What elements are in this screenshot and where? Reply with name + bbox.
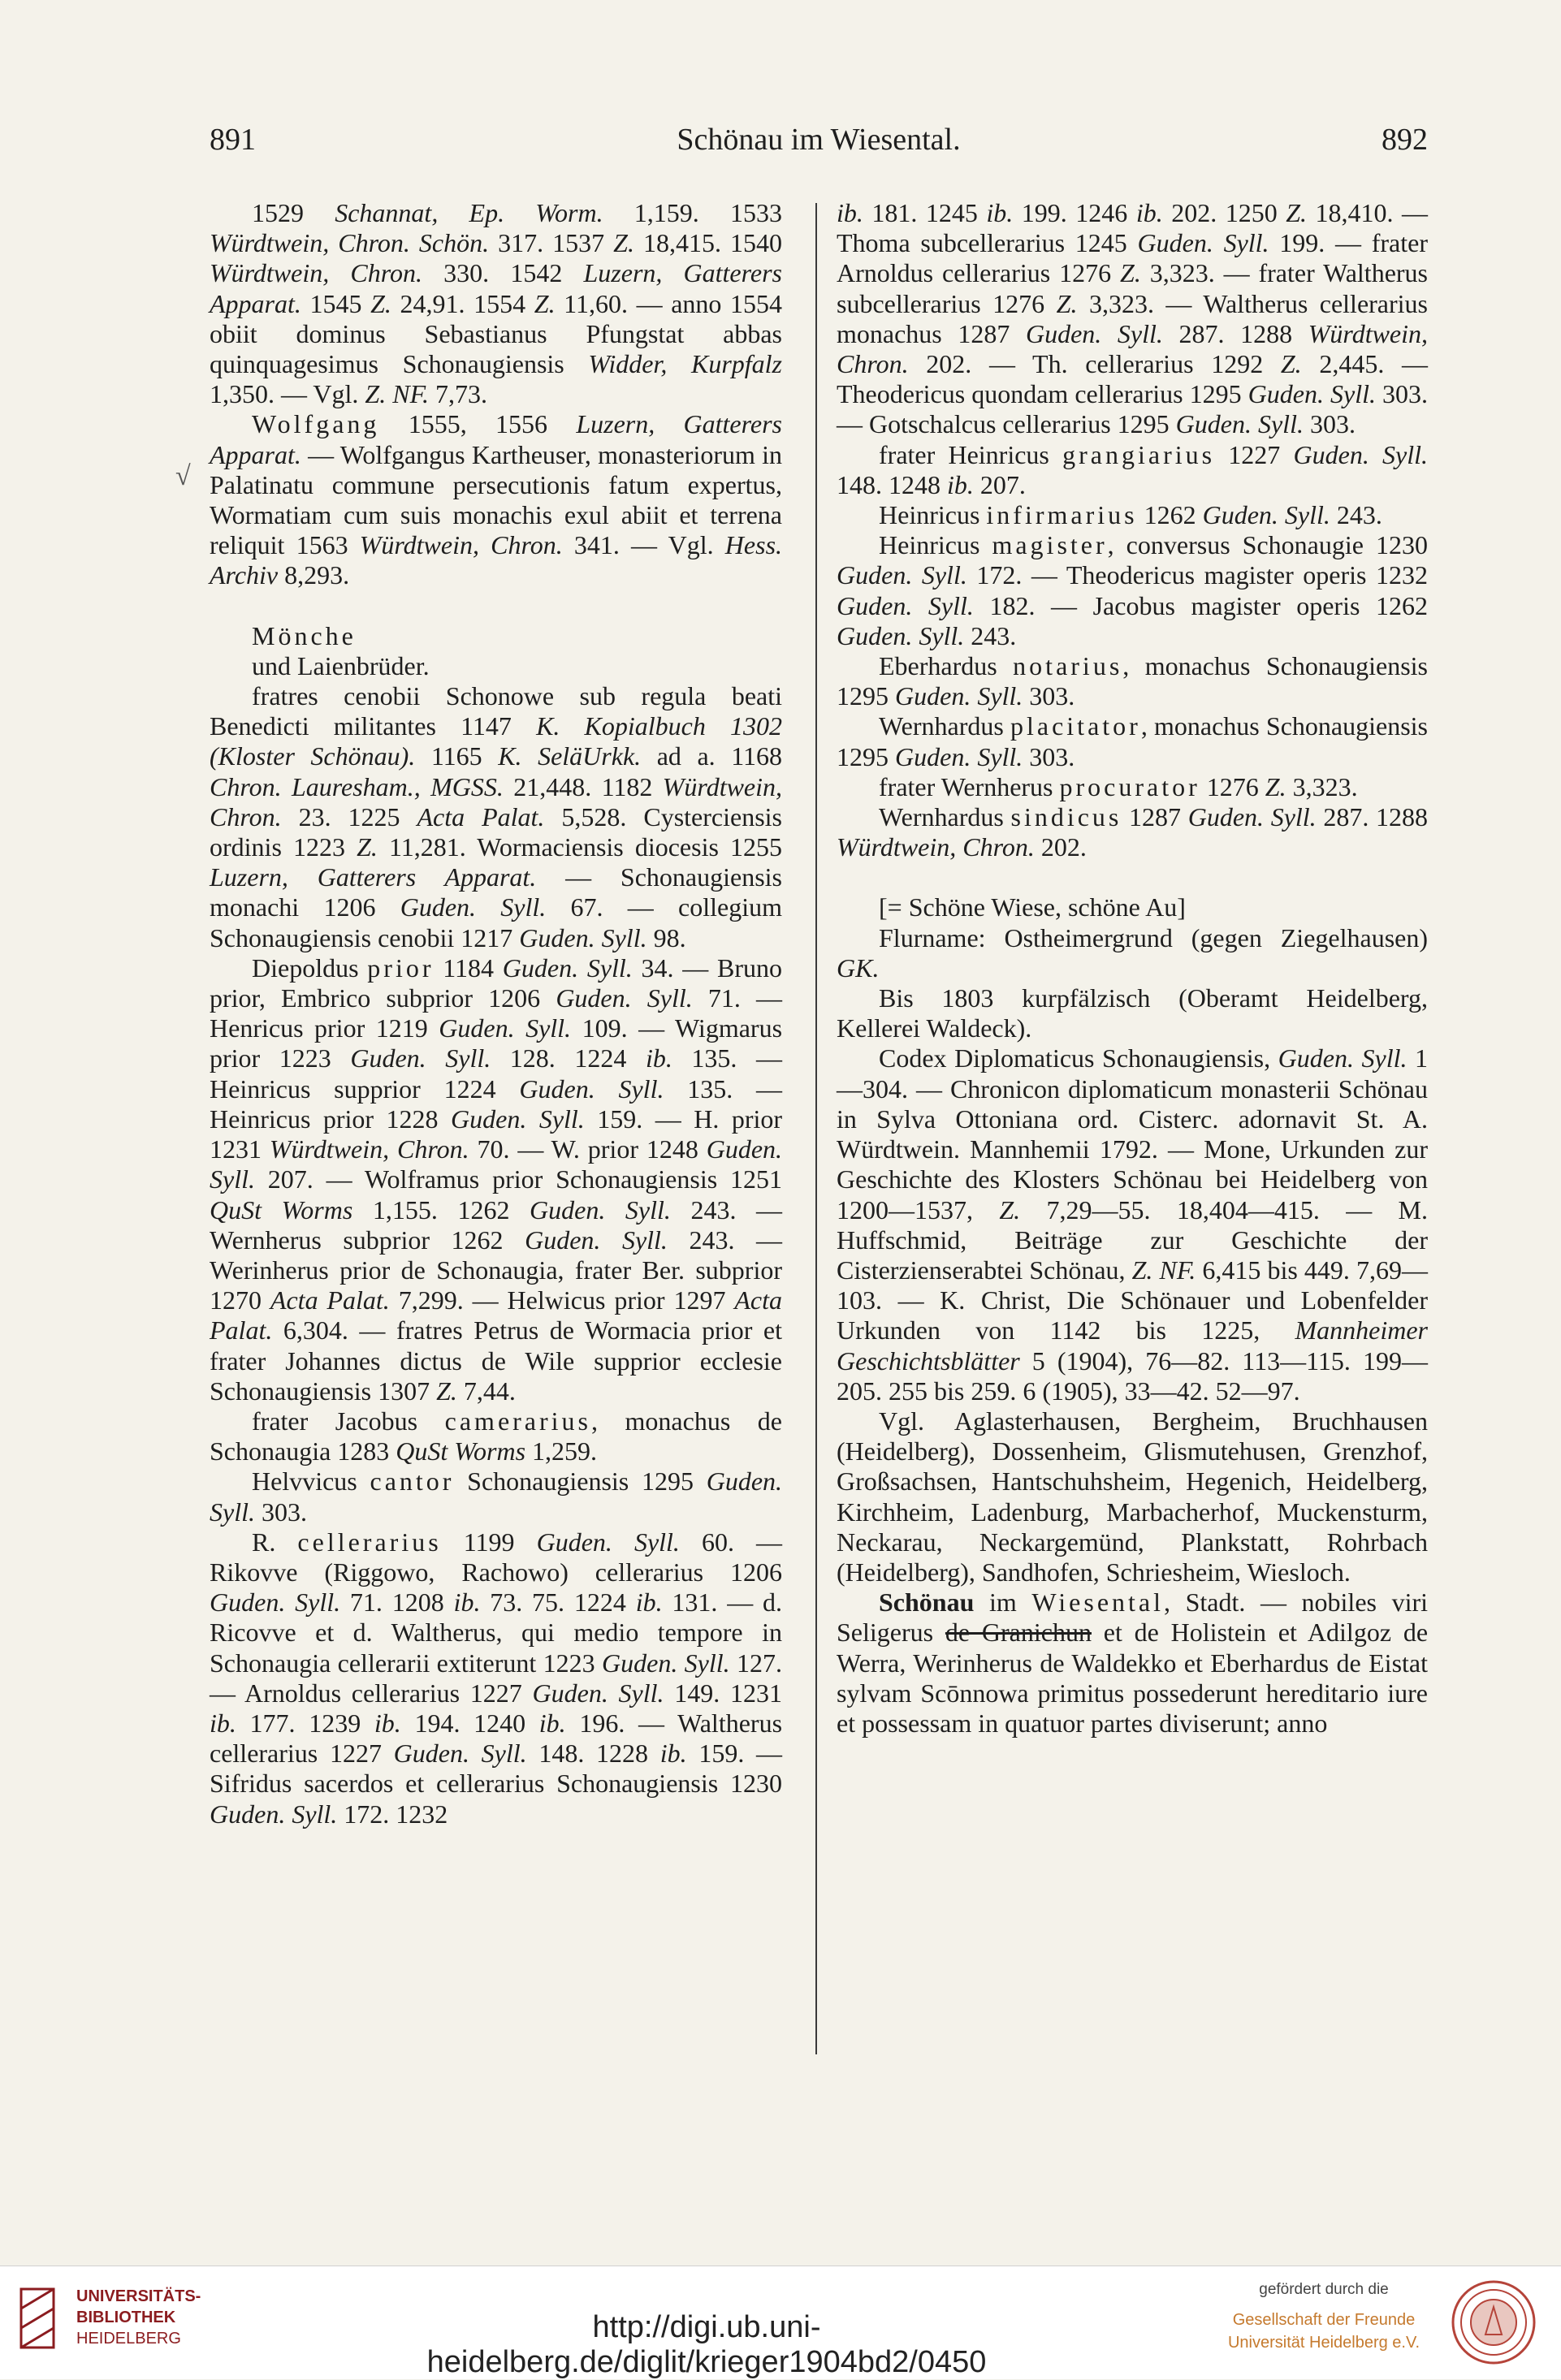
section-heading-laienbrueder: und Laienbrüder.: [252, 650, 430, 680]
entry-etymology: [= Schöne Wiese, schöne Au]: [879, 892, 1186, 922]
right-column: [837, 198, 1428, 1739]
university-library-logo-icon: [15, 2284, 60, 2352]
entry-vgl: Vgl. Aglasterhausen, Bergheim, Bruchhausen (Heidelberg), Dossenheim, Glismutehusen, Grenzhof, Großsachsen, Hantschuhsheim, Hegenich, Heidelberg, Kirchheim, Ladenburg, Marbacherhof, Muckensturm, Neckarau, Neckargemünd, Plankstatt, Rohrbach (Heidelberg), Sandhofen, Schriesheim, Wiesloch.: [837, 1406, 1428, 1587]
page-number-right: 892: [1382, 123, 1428, 157]
running-title: Schönau im Wiesental.: [677, 123, 961, 157]
entry-kurpfalz: Bis 1803 kurpfälzisch (Oberamt Heidelberg, Kellerei Waldeck).: [837, 983, 1428, 1043]
entry-cellerarius: R. cellerarius 1199 Guden. Syll. 60. — Rikovve (Riggowo, Rachowo) cellerarius 1206 Guden. Syll. 71. 1208 ib. 73. 75. 1224 ib. 131. — d. Ricovve et d. Waltherus, qui medio tempore in Schonaugia cellerarii extiterunt 1223 Guden. Syll. 127. — Arnoldus cellerarius 1227 Guden. Syll. 149. 1231 ib. 177. 1239 ib. 194. 1240 ib. 196. — Waltherus cellerarius 1227 Guden. Syll. 148. 1228 ib. 159. — Sifridus sacerdos et cellerarius Schonaugiensis 1230 Guden. Syll. 172. 1232: [210, 1527, 783, 1829]
entry-placitator: Wernhardus placitator, monachus Schonaugiensis 1295 Guden. Syll. 303.: [837, 711, 1428, 771]
entry-literature: Codex Diplomaticus Schonaugiensis, Guden. Syll. 1—304. — Chronicon diplomaticum monasterii Schönau in Sylva Ottoniana ord. Cisterc. adornavit St. A. Würdtwein. Mannhemii 1792. — Mone, Urkunden zur Geschichte des Klosters Schönau bei Heidelberg von 1200—1537, Z. 7,29—55. 18,404—415. — M. Huffschmid, Beiträge zur Geschichte der Cisterzienserabtei Schönau, Z. NF. 6,415 bis 449. 7,69—103. — K. Christ, Die Schönauer und Lobenfelder Urkunden von 1142 bis 1225, Mannheimer Geschichtsblätter 5 (1904), 76—82. 113—115. 199—205. 255 bis 259. 6 (1905), 33—42. 52—97.: [837, 1043, 1429, 1406]
entry-infirmarius: Heinricus infirmarius 1262 Guden. Syll. 243.: [879, 500, 1382, 530]
entry-flurname: Flurname: Ostheimergrund (gegen Ziegelhausen) GK.: [837, 922, 1428, 983]
library-name: UNIVERSITÄTS- BIBLIOTHEK HEIDELBERG: [76, 2287, 201, 2348]
entry-procurator: frater Wernherus procurator 1276 Z. 3,323.: [879, 771, 1358, 801]
left-column: [210, 198, 782, 1829]
section-heading-moenche: Mönche: [252, 620, 357, 650]
entry-cellerarius-cont: ib. 181. 1245 ib. 199. 1246 ib. 202. 1250 Z. 18,410. — Thoma subcellerarius 1245 Guden. Syll. 199. — frater Arnoldus cellerarius 1276 Z. 3,323. — frater Waltherus subcellerarius 1276 Z. 3,323. — Waltherus cellerarius monachus 1287 Guden. Syll. 287. 1288 Würdtwein, Chron. 202. — Th. cellerarius 1292 Z. 2,445. — Theodericus quondam cellerarius 1295 Guden. Syll. 303. — Gotschalcus cellerarius 1295 Guden. Syll. 303.: [837, 198, 1429, 439]
entry-notarius: Eberhardus notarius, monachus Schonaugiensis 1295 Guden. Syll. 303.: [837, 651, 1429, 711]
entry-grangiarius: frater Heinricus grangiarius 1227 Guden. Syll. 148. 1248 ib. 207.: [837, 439, 1429, 499]
permalink-url[interactable]: http://digi.ub.uni-heidelberg.de/diglit/krieger1904bd2/0450: [426, 2310, 987, 2379]
digitization-footer: [0, 2266, 1561, 2379]
university-seal-icon: [1449, 2278, 1538, 2367]
entry-abbots-tail: 1529 Schannat, Ep. Worm. 1,159. 1533 Würdtwein, Chron. Schön. 317. 1537 Z. 18,415. 1540 Würdtwein, Chron. 330. 1542 Luzern, Gatterers Apparat. 1545 Z. 24,91. 1554 Z. 11,60. — anno 1554 obiit dominus Sebastianus Pfungstat abbas quinquagesimus Schonaugiensis Widder, Kurpfalz 1,350. — Vgl. Z. NF. 7,73.: [210, 198, 783, 409]
page-number-left: 891: [210, 123, 256, 157]
column-divider: [815, 203, 817, 2054]
entry-sindicus: Wernhardus sindicus 1287 Guden. Syll. 287. 1288 Würdtwein, Chron. 202.: [837, 802, 1429, 862]
page-header: [210, 122, 1428, 171]
margin-check-mark: √: [175, 461, 191, 491]
entry-schoenau-stadt: Schönau im Wiesental, Stadt. — nobiles viri Seligerus de Granichun et de Holistein et Adilgoz de Werra, Werinherus de Waldekko et Eberhardus de Eistat sylvam Scōnnowa primitus possederunt hereditario iure et possessam in quatuor partes diviserunt; anno: [837, 1587, 1429, 1738]
entry-camerarius: frater Jacobus camerarius, monachus de Schonaugia 1283 QuSt Worms 1,259.: [210, 1406, 783, 1466]
entry-prior: Diepoldus prior 1184 Guden. Syll. 34. — Bruno prior, Embrico subprior 1206 Guden. Syll. 71. — Henricus prior 1219 Guden. Syll. 109. — Wigmarus prior 1223 Guden. Syll. 128. 1224 ib. 135. — Heinricus supprior 1224 Guden. Syll. 135. — Heinricus prior 1228 Guden. Syll. 159. — H. prior 1231 Würdtwein, Chron. 70. — W. prior 1248 Guden. Syll. 207. — Wolframus prior Schonaugiensis 1251 QuSt Worms 1,155. 1262 Guden. Syll. 243. — Wernherus subprior 1262 Guden. Syll. 243. — Werinherus prior de Schonaugia, frater Ber. subprior 1270 Acta Palat. 7,299. — Helwicus prior 1297 Acta Palat. 6,304. — fratres Petrus de Wormacia prior et frater Johannes dictus de Wile supprior ecclesie Schonaugiensis 1307 Z. 7,44.: [210, 952, 783, 1406]
entry-cantor: Helvvicus cantor Schonaugiensis 1295 Guden. Syll. 303.: [210, 1466, 783, 1527]
sponsor-credit: gefördert durch die Gesellschaft der Freunde Universität Heidelberg e.V.: [1227, 2281, 1420, 2352]
entry-wolfgang: Wolfgang 1555, 1556 Luzern, Gatterers Apparat. — Wolfgangus Kartheuser, monasteriorum in Palatinatu commune persecutionis fatum expertus, Wormatiam cum suis monachis exul abiit et terrena reliquit 1563 Würdtwein, Chron. 341. — Vgl. Hess. Archiv 8,293.: [210, 409, 783, 590]
entry-fratres: fratres cenobii Schonowe sub regula beati Benedicti militantes 1147 K. Kopialbuch 1302 (Kloster Schönau). 1165 K. SeläUrkk. ad a. 1168 Chron. Lauresham., MGSS. 21,448. 1182 Würdtwein, Chron. 23. 1225 Acta Palat. 5,528. Cysterciensis ordinis 1223 Z. 11,281. Wormaciensis diocesis 1255 Luzern, Gatterers Apparat. — Schonaugiensis monachi 1206 Guden. Syll. 67. — collegium Schonaugiensis cenobii 1217 Guden. Syll. 98.: [210, 681, 783, 952]
entry-magister: Heinricus magister, conversus Schonaugie 1230 Guden. Syll. 172. — Theodericus magister operis 1232 Guden. Syll. 182. — Jacobus magister operis 1262 Guden. Syll. 243.: [837, 530, 1429, 650]
